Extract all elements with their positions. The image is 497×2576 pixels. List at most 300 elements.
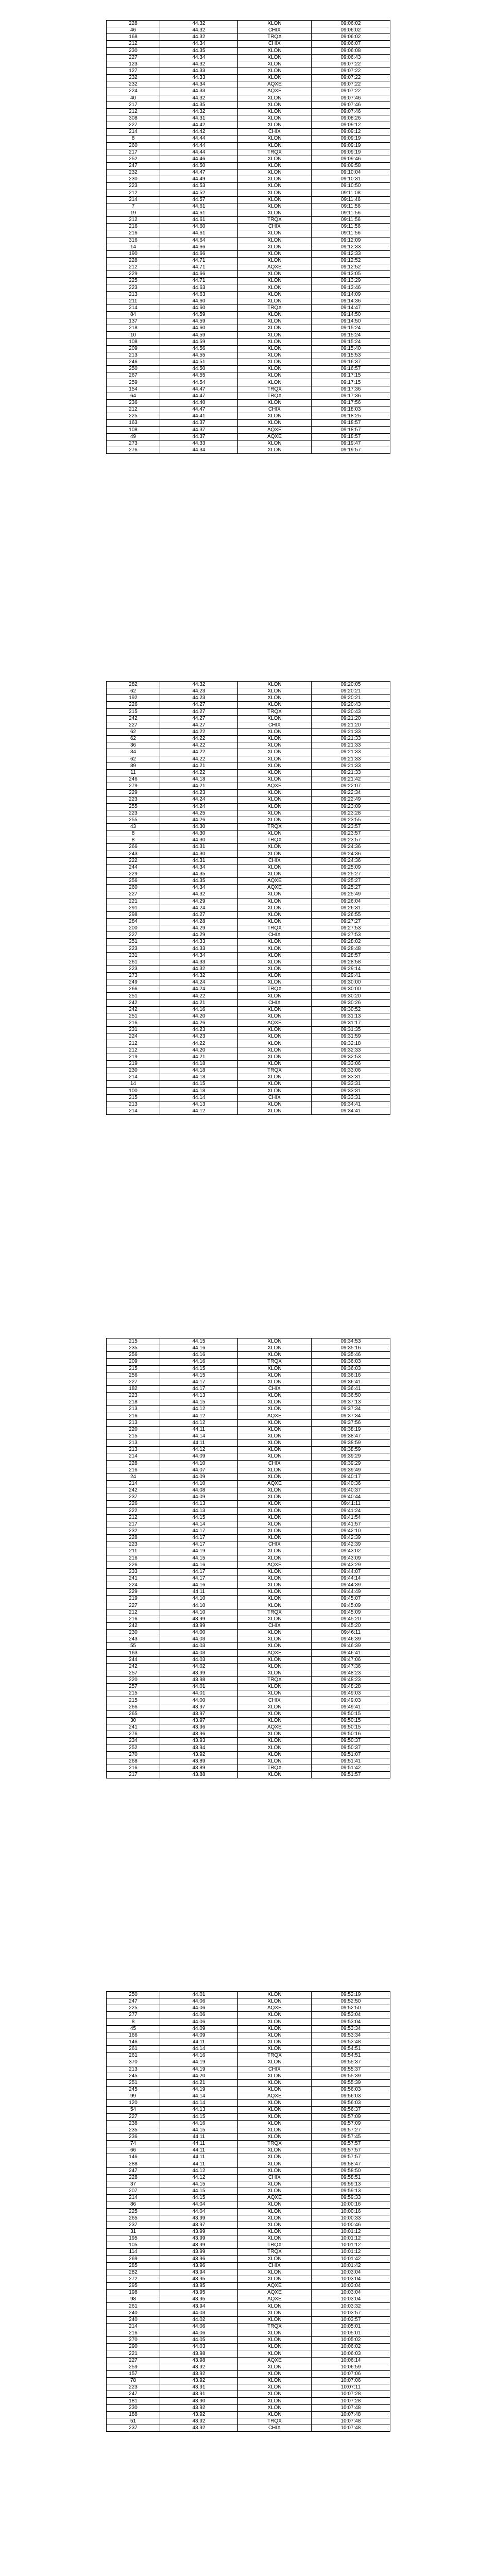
table-row xyxy=(107,1487,390,1494)
trade-price-cell: 44.30 xyxy=(160,823,238,830)
trade-time-cell: 09:22:07 xyxy=(312,783,390,790)
trade-price-cell: 43.90 xyxy=(160,2398,238,2404)
trade-price-cell: 44.55 xyxy=(160,352,238,359)
table-row xyxy=(107,284,390,291)
trade-price-cell: 44.47 xyxy=(160,406,238,413)
table-row xyxy=(107,81,390,88)
trade-time-cell: 09:36:41 xyxy=(312,1379,390,1385)
table-row xyxy=(107,823,390,830)
trade-venue-cell: XLON xyxy=(238,75,312,81)
trade-volume-cell: 270 xyxy=(107,2337,160,2344)
trade-time-cell: 09:34:41 xyxy=(312,1108,390,1114)
trade-venue-cell: XLON xyxy=(238,257,312,264)
trade-price-cell: 44.37 xyxy=(160,420,238,427)
trade-volume-cell: 213 xyxy=(107,2066,160,2073)
trade-price-cell: 44.18 xyxy=(160,1088,238,1094)
trade-volume-cell: 213 xyxy=(107,1419,160,1426)
table-row xyxy=(107,682,390,688)
trade-price-cell: 44.04 xyxy=(160,2208,238,2215)
trade-time-cell: 09:37:34 xyxy=(312,1413,390,1419)
trade-price-cell: 44.15 xyxy=(160,1338,238,1345)
trade-venue-cell: TRQX xyxy=(238,304,312,311)
trade-venue-cell: XLON xyxy=(238,2079,312,2086)
trade-price-cell: 44.27 xyxy=(160,722,238,728)
trade-volume-cell: 212 xyxy=(107,1047,160,1054)
trade-volume-cell: 230 xyxy=(107,176,160,183)
trade-price-cell: 44.17 xyxy=(160,1541,238,1548)
trade-venue-cell: XLON xyxy=(238,115,312,122)
trade-venue-cell: XLON xyxy=(238,1433,312,1439)
trade-volume-cell: 265 xyxy=(107,1710,160,1717)
trade-volume-cell: 163 xyxy=(107,420,160,427)
trade-venue-cell: XLON xyxy=(238,67,312,74)
trade-venue-cell: XLON xyxy=(238,1453,312,1460)
trade-venue-cell: XLON xyxy=(238,776,312,783)
trade-venue-cell: XLON xyxy=(238,54,312,61)
trade-time-cell: 09:48:28 xyxy=(312,1684,390,1690)
trade-volume-cell: 219 xyxy=(107,1596,160,1602)
trade-price-cell: 44.61 xyxy=(160,230,238,237)
trade-price-cell: 44.60 xyxy=(160,325,238,332)
trade-venue-cell: TRQX xyxy=(238,149,312,156)
table-row xyxy=(107,1568,390,1575)
trade-price-cell: 44.12 xyxy=(160,2174,238,2181)
trade-volume-cell: 308 xyxy=(107,115,160,122)
trade-venue-cell: XLON xyxy=(238,2025,312,2032)
trade-price-cell: 44.33 xyxy=(160,959,238,965)
trade-price-cell: 44.04 xyxy=(160,2201,238,2208)
table-row xyxy=(107,817,390,823)
trade-volume-cell: 36 xyxy=(107,742,160,749)
trade-volume-cell: 261 xyxy=(107,2303,160,2310)
trade-venue-cell: XLON xyxy=(238,2228,312,2235)
trade-table-block-2 xyxy=(106,681,390,1115)
table-row xyxy=(107,999,390,1006)
trade-venue-cell: TRQX xyxy=(238,2053,312,2059)
table-row xyxy=(107,224,390,230)
trade-venue-cell: XLON xyxy=(238,2127,312,2133)
trade-price-cell: 44.27 xyxy=(160,715,238,722)
trade-venue-cell: XLON xyxy=(238,715,312,722)
trade-venue-cell: XLON xyxy=(238,332,312,338)
trade-venue-cell: XLON xyxy=(238,162,312,169)
trade-time-cell: 09:29:41 xyxy=(312,973,390,979)
trade-volume-cell: 268 xyxy=(107,1758,160,1765)
trade-time-cell: 10:05:02 xyxy=(312,2337,390,2344)
trade-volume-cell: 229 xyxy=(107,271,160,278)
trade-volume-cell: 260 xyxy=(107,142,160,149)
trade-volume-cell: 238 xyxy=(107,2120,160,2127)
trade-price-cell: 44.10 xyxy=(160,1480,238,1487)
trade-volume-cell: 24 xyxy=(107,1473,160,1480)
trade-time-cell: 09:51:07 xyxy=(312,1751,390,1758)
trade-time-cell: 09:32:18 xyxy=(312,1040,390,1047)
trade-price-cell: 44.10 xyxy=(160,1596,238,1602)
trade-time-cell: 09:41:24 xyxy=(312,1507,390,1514)
table-row xyxy=(107,945,390,952)
table-row xyxy=(107,1020,390,1027)
trade-time-cell: 09:36:16 xyxy=(312,1372,390,1379)
trade-time-cell: 09:43:29 xyxy=(312,1562,390,1568)
table-row xyxy=(107,1717,390,1724)
trade-price-cell: 44.22 xyxy=(160,749,238,756)
trade-price-cell: 44.19 xyxy=(160,2086,238,2093)
trade-price-cell: 44.47 xyxy=(160,393,238,399)
trade-venue-cell: XLON xyxy=(238,1710,312,1717)
table-row xyxy=(107,95,390,101)
table-row xyxy=(107,1731,390,1738)
trade-price-cell: 43.99 xyxy=(160,1670,238,1676)
trade-volume-cell: 237 xyxy=(107,2425,160,2432)
trade-time-cell: 09:11:56 xyxy=(312,217,390,224)
trade-volume-cell: 114 xyxy=(107,2249,160,2256)
trade-time-cell: 09:53:34 xyxy=(312,2032,390,2039)
trade-price-cell: 44.23 xyxy=(160,1027,238,1033)
trade-volume-cell: 66 xyxy=(107,2147,160,2154)
trade-time-cell: 09:46:41 xyxy=(312,1650,390,1656)
trade-table-body xyxy=(107,1992,390,2432)
trade-volume-cell: 31 xyxy=(107,2228,160,2235)
trade-volume-cell: 217 xyxy=(107,1772,160,1778)
trade-time-cell: 09:27:53 xyxy=(312,932,390,939)
trade-venue-cell: XLON xyxy=(238,728,312,735)
trade-volume-cell: 212 xyxy=(107,1609,160,1616)
trade-time-cell: 09:20:21 xyxy=(312,695,390,702)
table-row xyxy=(107,2093,390,2100)
table-row xyxy=(107,831,390,837)
trade-price-cell: 44.09 xyxy=(160,2025,238,2032)
trade-venue-cell: XLON xyxy=(238,1006,312,1013)
trade-venue-cell: XLON xyxy=(238,1372,312,1379)
trade-price-cell: 44.11 xyxy=(160,2141,238,2147)
trade-volume-cell: 273 xyxy=(107,440,160,447)
trade-venue-cell: XLON xyxy=(238,2086,312,2093)
trade-venue-cell: XLON xyxy=(238,1548,312,1555)
trade-venue-cell: AQXE xyxy=(238,878,312,885)
trade-price-cell: 44.26 xyxy=(160,1020,238,1027)
trade-price-cell: 44.32 xyxy=(160,34,238,41)
trade-price-cell: 44.29 xyxy=(160,925,238,932)
trade-volume-cell: 181 xyxy=(107,2398,160,2404)
trade-venue-cell: CHIX xyxy=(238,41,312,47)
trade-venue-cell: XLON xyxy=(238,1108,312,1114)
trade-volume-cell: 222 xyxy=(107,857,160,864)
trade-venue-cell: XLON xyxy=(238,1338,312,1345)
trade-volume-cell: 257 xyxy=(107,1670,160,1676)
trade-venue-cell: XLON xyxy=(238,810,312,817)
table-row xyxy=(107,447,390,453)
trade-time-cell: 10:00:46 xyxy=(312,2222,390,2228)
trade-volume-cell: 272 xyxy=(107,2276,160,2282)
trade-volume-cell: 215 xyxy=(107,1094,160,1101)
table-row xyxy=(107,2411,390,2418)
trade-price-cell: 43.89 xyxy=(160,1758,238,1765)
trade-price-cell: 44.31 xyxy=(160,115,238,122)
table-row xyxy=(107,359,390,366)
table-row xyxy=(107,2425,390,2432)
trade-venue-cell: XLON xyxy=(238,2222,312,2228)
trade-volume-cell: 214 xyxy=(107,1074,160,1081)
trade-venue-cell: XLON xyxy=(238,1589,312,1596)
table-row xyxy=(107,129,390,135)
trade-volume-cell: 223 xyxy=(107,2384,160,2391)
table-row xyxy=(107,715,390,722)
table-row xyxy=(107,1027,390,1033)
trade-volume-cell: 251 xyxy=(107,939,160,945)
trade-time-cell: 09:55:39 xyxy=(312,2073,390,2079)
trade-time-cell: 09:53:34 xyxy=(312,2025,390,2032)
trade-time-cell: 09:42:10 xyxy=(312,1528,390,1534)
trade-volume-cell: 227 xyxy=(107,1379,160,1385)
table-row xyxy=(107,1663,390,1670)
table-row xyxy=(107,939,390,945)
trade-venue-cell: XLON xyxy=(238,1568,312,1575)
trade-venue-cell: XLON xyxy=(238,250,312,257)
trade-time-cell: 09:06:07 xyxy=(312,41,390,47)
trade-time-cell: 09:48:23 xyxy=(312,1677,390,1684)
trade-venue-cell: XLON xyxy=(238,769,312,776)
table-row xyxy=(107,312,390,318)
trade-price-cell: 43.91 xyxy=(160,2391,238,2398)
table-row xyxy=(107,2208,390,2215)
trade-price-cell: 44.59 xyxy=(160,332,238,338)
trade-time-cell: 09:12:52 xyxy=(312,257,390,264)
trade-time-cell: 09:35:46 xyxy=(312,1352,390,1359)
trade-price-cell: 44.18 xyxy=(160,776,238,783)
trade-venue-cell: AQXE xyxy=(238,1413,312,1419)
table-row xyxy=(107,2032,390,2039)
trade-venue-cell: XLON xyxy=(238,1656,312,1663)
trade-venue-cell: XLON xyxy=(238,2350,312,2357)
trade-price-cell: 44.22 xyxy=(160,736,238,742)
table-row xyxy=(107,108,390,115)
trade-time-cell: 09:57:27 xyxy=(312,2127,390,2133)
trade-price-cell: 44.63 xyxy=(160,284,238,291)
trade-volume-cell: 213 xyxy=(107,352,160,359)
trade-volume-cell: 242 xyxy=(107,1006,160,1013)
table-row xyxy=(107,278,390,284)
trade-venue-cell: XLON xyxy=(238,399,312,406)
table-row xyxy=(107,1643,390,1650)
trade-time-cell: 09:57:09 xyxy=(312,2120,390,2127)
table-row xyxy=(107,2107,390,2113)
trade-price-cell: 44.37 xyxy=(160,433,238,440)
table-row xyxy=(107,440,390,447)
trade-volume-cell: 223 xyxy=(107,965,160,972)
trade-volume-cell: 227 xyxy=(107,2113,160,2120)
trade-volume-cell: 216 xyxy=(107,1765,160,1771)
trade-price-cell: 44.44 xyxy=(160,142,238,149)
trade-price-cell: 44.21 xyxy=(160,783,238,790)
trade-volume-cell: 146 xyxy=(107,2154,160,2161)
trade-price-cell: 44.19 xyxy=(160,2066,238,2073)
trade-time-cell: 10:03:04 xyxy=(312,2276,390,2282)
trade-price-cell: 44.66 xyxy=(160,250,238,257)
trade-price-cell: 43.99 xyxy=(160,1622,238,1629)
trade-venue-cell: XLON xyxy=(238,2147,312,2154)
trade-price-cell: 44.61 xyxy=(160,217,238,224)
trade-venue-cell: XLON xyxy=(238,2012,312,2019)
trade-price-cell: 43.88 xyxy=(160,1772,238,1778)
trade-venue-cell: XLON xyxy=(238,1101,312,1108)
trade-venue-cell: XLON xyxy=(238,831,312,837)
trade-time-cell: 09:31:35 xyxy=(312,1027,390,1033)
trade-price-cell: 43.92 xyxy=(160,2411,238,2418)
table-row xyxy=(107,1992,390,1998)
trade-venue-cell: XLON xyxy=(238,993,312,999)
trade-time-cell: 09:18:57 xyxy=(312,420,390,427)
trade-venue-cell: XLON xyxy=(238,2391,312,2398)
trade-venue-cell: AQXE xyxy=(238,2283,312,2290)
trade-price-cell: 44.06 xyxy=(160,2323,238,2330)
trade-price-cell: 44.59 xyxy=(160,318,238,325)
trade-price-cell: 43.92 xyxy=(160,2418,238,2425)
trade-volume-cell: 232 xyxy=(107,1528,160,1534)
trade-venue-cell: XLON xyxy=(238,1528,312,1534)
trade-venue-cell: XLON xyxy=(238,1744,312,1751)
trade-price-cell: 44.59 xyxy=(160,312,238,318)
trade-time-cell: 09:43:09 xyxy=(312,1555,390,1562)
trade-volume-cell: 108 xyxy=(107,338,160,345)
trade-venue-cell: XLON xyxy=(238,2032,312,2039)
trade-time-cell: 09:15:24 xyxy=(312,325,390,332)
trade-time-cell: 09:38:19 xyxy=(312,1426,390,1433)
trade-venue-cell: XLON xyxy=(238,203,312,210)
trade-price-cell: 44.15 xyxy=(160,2188,238,2195)
trade-volume-cell: 219 xyxy=(107,1054,160,1060)
trade-price-cell: 44.17 xyxy=(160,1379,238,1385)
table-row xyxy=(107,298,390,304)
trade-time-cell: 10:05:01 xyxy=(312,2330,390,2337)
table-row xyxy=(107,1751,390,1758)
trade-price-cell: 44.11 xyxy=(160,2147,238,2154)
trade-time-cell: 09:09:46 xyxy=(312,156,390,162)
table-row xyxy=(107,2059,390,2066)
trade-volume-cell: 228 xyxy=(107,21,160,27)
trade-price-cell: 44.71 xyxy=(160,278,238,284)
trade-time-cell: 09:30:52 xyxy=(312,1006,390,1013)
trade-venue-cell: XLON xyxy=(238,1501,312,1507)
trade-volume-cell: 214 xyxy=(107,1480,160,1487)
trade-time-cell: 10:01:12 xyxy=(312,2228,390,2235)
trade-price-cell: 44.61 xyxy=(160,210,238,216)
trade-time-cell: 09:23:57 xyxy=(312,823,390,830)
trade-venue-cell: XLON xyxy=(238,1738,312,1744)
trade-volume-cell: 214 xyxy=(107,1453,160,1460)
trade-venue-cell: XLON xyxy=(238,1616,312,1622)
trade-price-cell: 44.18 xyxy=(160,1060,238,1067)
trade-volume-cell: 251 xyxy=(107,1013,160,1020)
trade-volume-cell: 214 xyxy=(107,2323,160,2330)
trade-venue-cell: CHIX xyxy=(238,129,312,135)
trade-venue-cell: XLON xyxy=(238,749,312,756)
trade-volume-cell: 8 xyxy=(107,135,160,142)
trade-price-cell: 44.19 xyxy=(160,2059,238,2066)
trade-time-cell: 09:15:24 xyxy=(312,332,390,338)
trade-volume-cell: 228 xyxy=(107,2174,160,2181)
trade-time-cell: 09:07:22 xyxy=(312,75,390,81)
trade-time-cell: 09:27:53 xyxy=(312,925,390,932)
trade-price-cell: 44.12 xyxy=(160,1108,238,1114)
trade-volume-cell: 215 xyxy=(107,1690,160,1697)
table-row xyxy=(107,122,390,129)
table-row xyxy=(107,2012,390,2019)
trade-time-cell: 09:50:16 xyxy=(312,1731,390,1738)
table-row xyxy=(107,2127,390,2133)
table-row xyxy=(107,1501,390,1507)
trade-time-cell: 09:32:33 xyxy=(312,1047,390,1054)
table-row xyxy=(107,88,390,95)
table-row xyxy=(107,2370,390,2377)
trade-volume-cell: 227 xyxy=(107,1602,160,1609)
trade-volume-cell: 236 xyxy=(107,2133,160,2140)
table-row xyxy=(107,2256,390,2262)
trade-time-cell: 09:38:59 xyxy=(312,1440,390,1447)
trade-volume-cell: 212 xyxy=(107,108,160,115)
trade-time-cell: 09:59:13 xyxy=(312,2188,390,2195)
trade-time-cell: 09:22:49 xyxy=(312,796,390,803)
table-row xyxy=(107,1467,390,1473)
trade-venue-cell: TRQX xyxy=(238,708,312,715)
trade-time-cell: 10:00:16 xyxy=(312,2201,390,2208)
table-row xyxy=(107,891,390,898)
trade-volume-cell: 240 xyxy=(107,2310,160,2316)
trade-price-cell: 44.14 xyxy=(160,2046,238,2053)
trade-price-cell: 43.99 xyxy=(160,1616,238,1622)
table-row xyxy=(107,851,390,857)
trade-time-cell: 10:07:28 xyxy=(312,2391,390,2398)
trade-time-cell: 09:54:51 xyxy=(312,2053,390,2059)
trade-volume-cell: 154 xyxy=(107,386,160,393)
table-row xyxy=(107,2154,390,2161)
trade-time-cell: 09:53:04 xyxy=(312,2012,390,2019)
trade-time-cell: 09:51:42 xyxy=(312,1765,390,1771)
trade-venue-cell: TRQX xyxy=(238,1765,312,1771)
trade-volume-cell: 255 xyxy=(107,817,160,823)
trade-volume-cell: 237 xyxy=(107,1494,160,1501)
trade-time-cell: 09:28:48 xyxy=(312,945,390,952)
trade-price-cell: 44.33 xyxy=(160,939,238,945)
table-row xyxy=(107,379,390,386)
trade-venue-cell: TRQX xyxy=(238,2242,312,2249)
trade-time-cell: 09:12:52 xyxy=(312,264,390,271)
trade-price-cell: 44.29 xyxy=(160,932,238,939)
trade-volume-cell: 207 xyxy=(107,2188,160,2195)
trade-price-cell: 44.49 xyxy=(160,176,238,183)
table-row xyxy=(107,702,390,708)
trade-time-cell: 09:31:17 xyxy=(312,1020,390,1027)
trade-venue-cell: XLON xyxy=(238,1704,312,1710)
trade-time-cell: 09:09:19 xyxy=(312,142,390,149)
trade-volume-cell: 213 xyxy=(107,1440,160,1447)
table-row xyxy=(107,2147,390,2154)
trade-venue-cell: TRQX xyxy=(238,823,312,830)
trade-time-cell: 10:03:04 xyxy=(312,2296,390,2303)
trade-price-cell: 44.21 xyxy=(160,1054,238,1060)
trade-time-cell: 09:52:50 xyxy=(312,1998,390,2005)
trade-price-cell: 43.94 xyxy=(160,2303,238,2310)
table-row xyxy=(107,918,390,925)
trade-table xyxy=(106,681,390,1115)
trade-price-cell: 44.20 xyxy=(160,1047,238,1054)
table-row xyxy=(107,2174,390,2181)
table-row xyxy=(107,2073,390,2079)
table-row xyxy=(107,2181,390,2188)
trade-time-cell: 09:57:57 xyxy=(312,2154,390,2161)
trade-price-cell: 44.13 xyxy=(160,1101,238,1108)
trade-price-cell: 44.10 xyxy=(160,1460,238,1467)
trade-time-cell: 09:15:40 xyxy=(312,345,390,352)
